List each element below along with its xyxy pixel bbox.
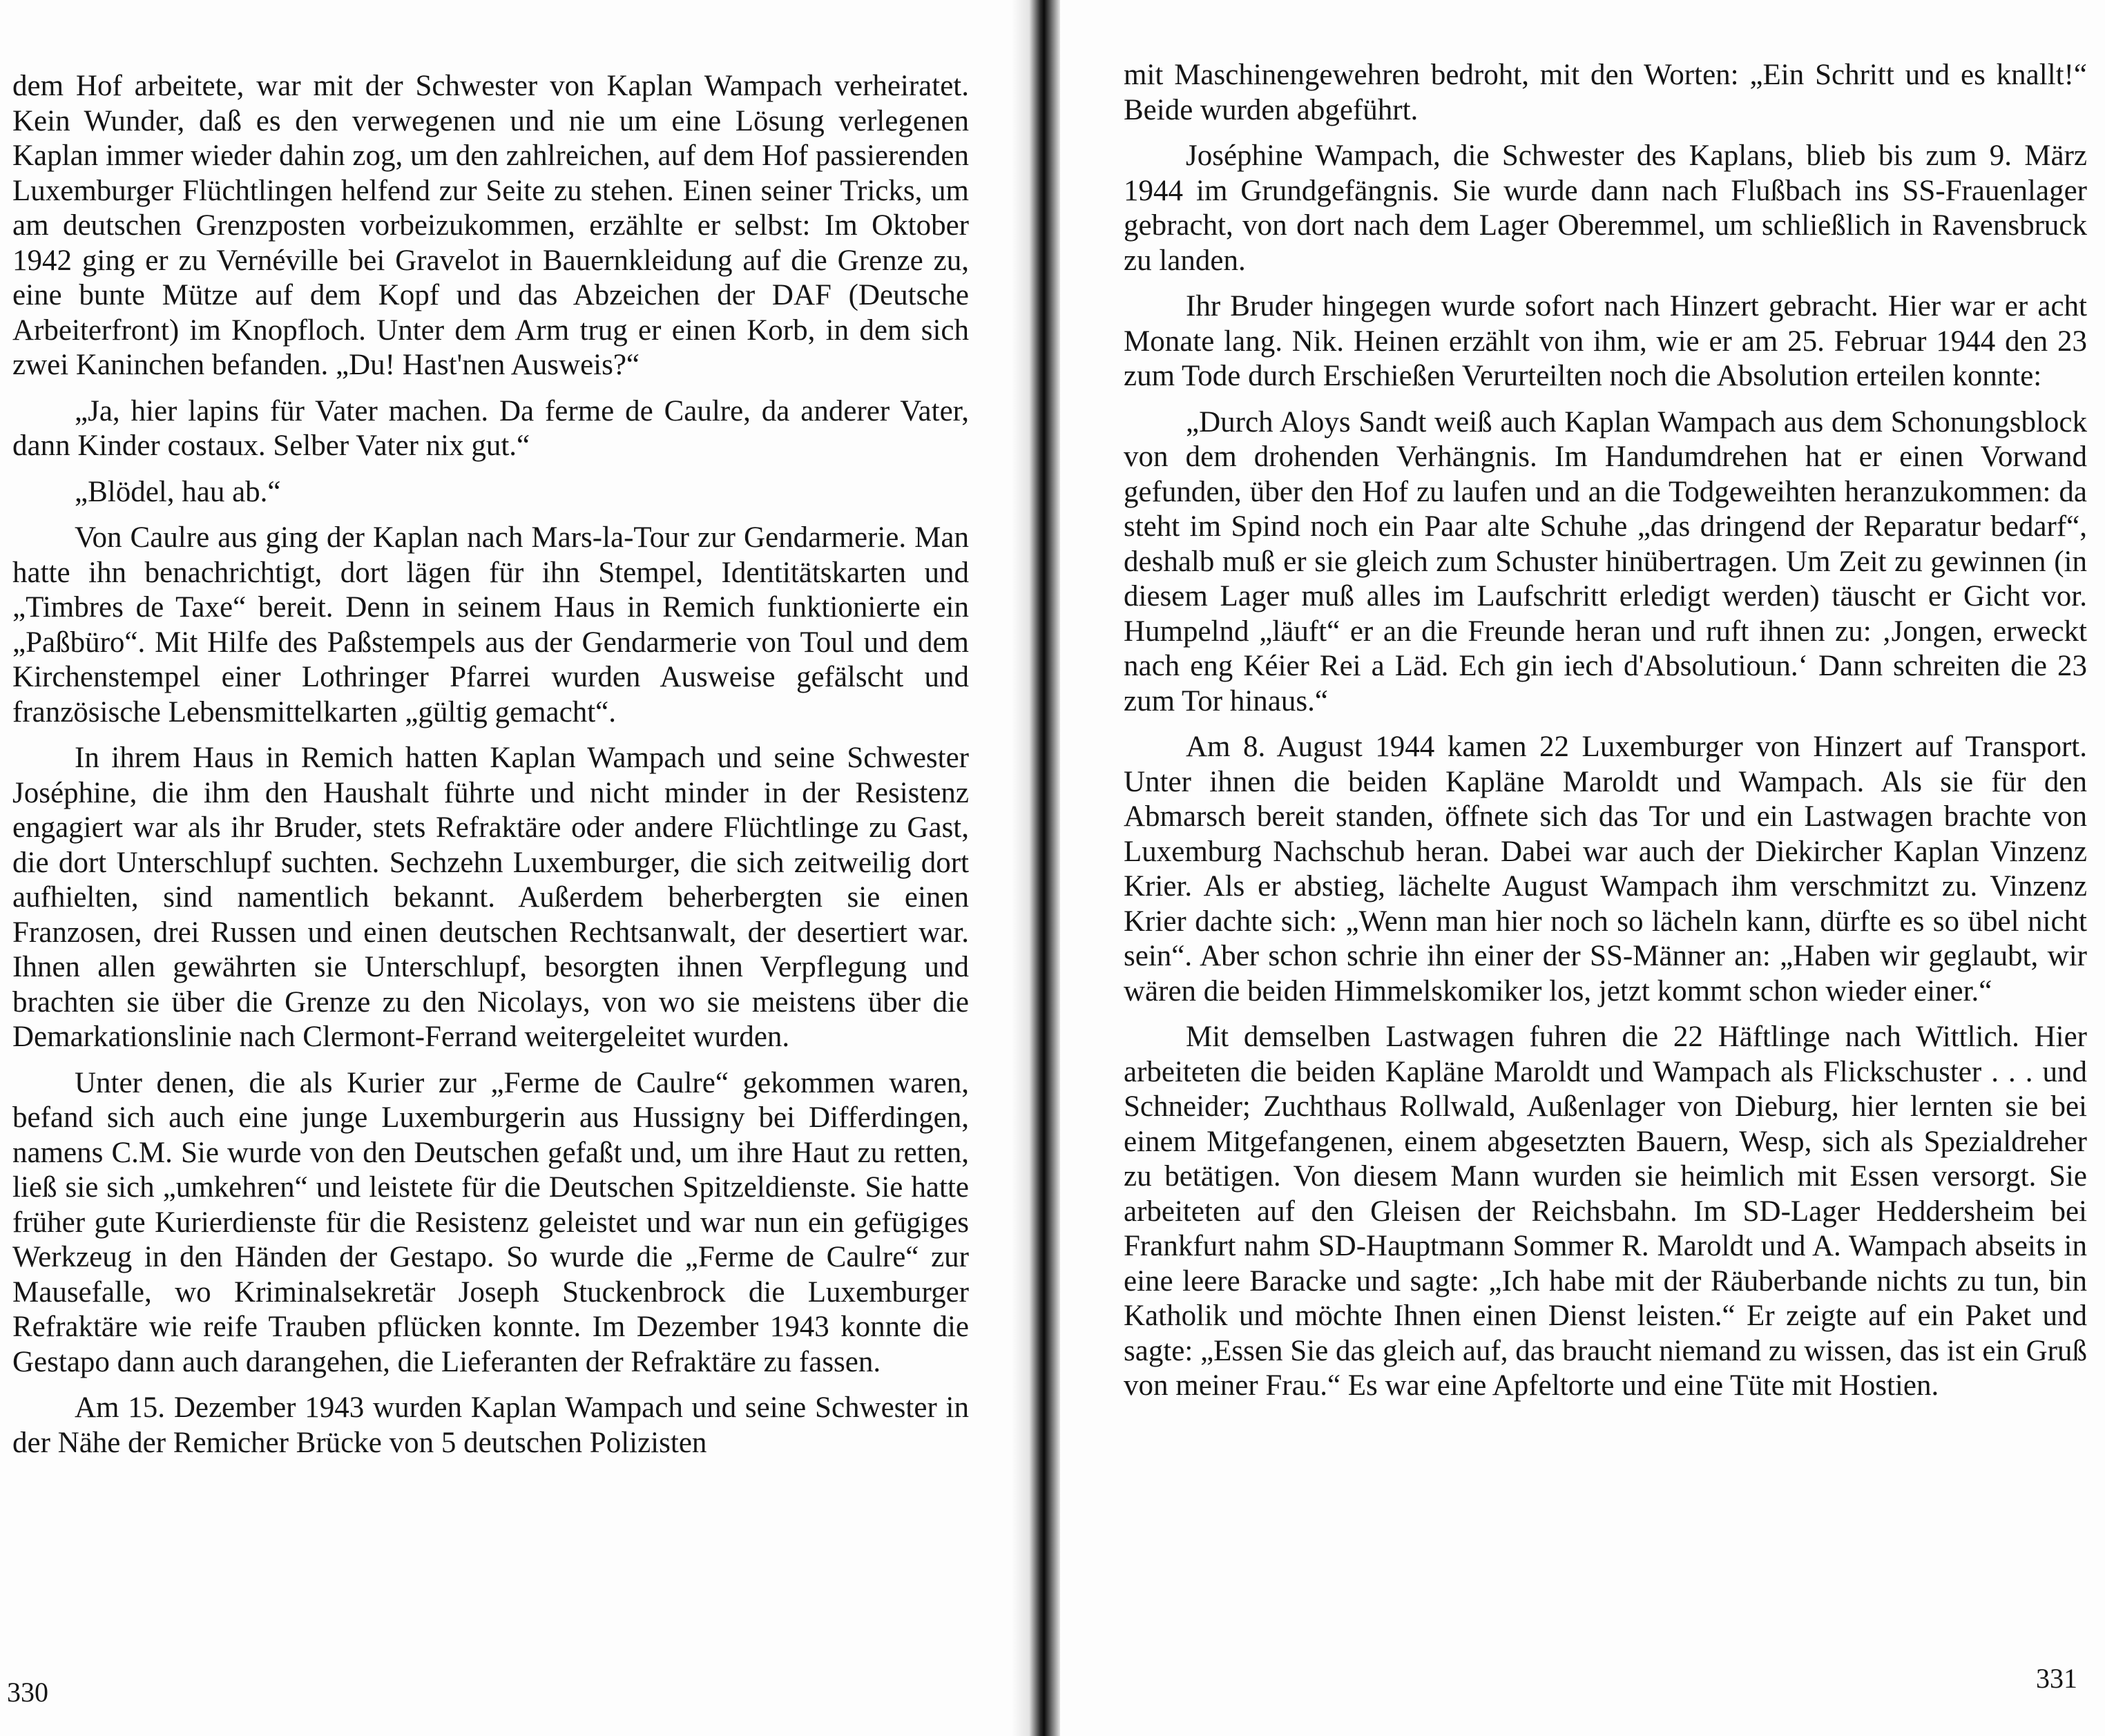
paragraph: Mit demselben Lastwagen fuhren die 22 Häftlinge nach Wittlich. Hier arbeiteten die beiden Kapläne Maroldt und Wampach als Flickschuster . . . und Schneider; Zuchthaus Rollwald, Außenlager von Dieburg, hier lernten sie bei einem Mitgefangenen, einem abgesetzten Bauern, Wesp, sich als Spezialdreher zu betätigen. Von diesem Mann wurden sie heimlich mit Essen versorgt. Sie arbeiteten auf den Gleisen der Reichsbahn. Im SD-Lager Heddersheim bei Frankfurt nahm SD-Hauptmann Sommer R. Maroldt und A. Wampach abseits in eine leere Baracke und sagte: „Ich habe mit der Räuberbande nichts zu tun, bin Katholik und möchte Ihnen einen Dienst leisten.“ Er zeigte auf ein Paket und sagte: „Essen Sie das gleich auf, das braucht niemand zu wissen, das ist ein Gruß von meiner Frau.“ Es war eine Apfeltorte und eine Tüte mit Hostien. bbox=[1124, 1021, 2087, 1402]
paragraph: Unter denen, die als Kurier zur „Ferme de Caulre“ gekommen waren, befand sich auch eine junge Luxemburgerin aus Hussigny bei Differdingen, namens C.M. Sie wurde von den Deutschen gefaßt und, um ihre Haut zu retten, ließ sie sich „umkehren“ und leistete für die Deutschen Spitzeldienste. Sie hatte früher gute Kurierdienste für die Resistenz geleistet und war nun ein gefügiges Werkzeug in den Händen der Gestapo. So wurde die „Ferme de Caulre“ zur Mausefalle, wo Kriminalsekretär Joseph Stuckenbrock die Luxemburger Refraktäre wie reife Trauben pflücken konnte. Im Dezember 1943 konnte die Gestapo dann auch darangehen, die Lieferanten der Refraktäre zu fassen. bbox=[12, 1066, 969, 1378]
paragraph: Joséphine Wampach, die Schwester des Kaplans, blieb bis zum 9. März 1944 im Grundgefängnis. Sie wurde dann nach Flußbach ins SS-Frauenlager gebracht, von dort nach dem Lager Oberemmel, um schließlich in Ravensbruck zu landen. bbox=[1124, 139, 2087, 277]
page-number-left: 330 bbox=[7, 1677, 48, 1708]
page-number-right: 331 bbox=[2036, 1663, 2077, 1694]
paragraph: Ihr Bruder hingegen wurde sofort nach Hinzert gebracht. Hier war er acht Monate lang. Nik. Heinen erzählt von ihm, wie er am 25. Februar 1944 den 23 zum Tode durch Erschießen Verurteilten noch die Absolution erteilen konnte: bbox=[1124, 290, 2087, 392]
paragraph: Am 8. August 1944 kamen 22 Luxemburger von Hinzert auf Transport. Unter ihnen die beiden Kapläne Maroldt und Wampach. Als sie für den Abmarsch bereit standen, öffnete sich das Tor und ein Lastwagen brachte von Luxemburg Nachschub heran. Dabei war auch der Diekircher Kaplan Vinzenz Krier. Als er abstieg, lächelte August Wampach ihm verschmitzt zu. Vinzenz Krier dachte sich: „Wenn man hier noch so lächeln kann, dürfte es so übel nicht sein“. Aber schon schrie ihn einer der SS-Männer an: „Haben wir geglaubt, wir wären die beiden Himmelskomiker los, jetzt kommt schon wieder einer.“ bbox=[1124, 731, 2087, 1007]
paragraph: mit Maschinengewehren bedroht, mit den Worten: „Ein Schritt und es knallt!“ Beide wurden abgeführt. bbox=[1124, 59, 2087, 126]
left-page-text bbox=[12, 69, 969, 1472]
paragraph: Von Caulre aus ging der Kaplan nach Mars-la-Tour zur Gendarmerie. Man hatte ihn benachrichtigt, dort lägen für ihn Stempel, Identitätskarten und „Timbres de Taxe“ bereit. Denn in seinem Haus in Remich funktionierte ein „Paßbüro“. Mit Hilfe des Paßstempels aus der Gendarmerie von Toul und dem Kirchenstempel einer Lothringer Pfarrei wurden Ausweise gefälscht und französische Lebensmittelkarten „gültig gemacht“. bbox=[12, 521, 969, 729]
paragraph: dem Hof arbeitete, war mit der Schwester von Kaplan Wampach verheiratet. Kein Wunder, daß es den verwegenen und nie um eine Lösung verlegenen Kaplan immer wieder dahin zog, um den zahlreichen, auf dem Hof passierenden Luxemburger Flüchtlingen helfend zur Seite zu stehen. Einen seiner Tricks, um am deutschen Grenzposten vorbeizukommen, erzählte er selbst: Im Oktober 1942 ging er zu Vernéville bei Gravelot in Bauernkleidung auf die Grenze zu, eine bunte Mütze auf dem Kopf und das Abzeichen der DAF (Deutsche Arbeiterfront) im Knopfloch. Unter dem Arm trug er einen Korb, in dem sich zwei Kaninchen befanden. „Du! Hast'nen Ausweis?“ bbox=[12, 70, 969, 381]
paragraph: In ihrem Haus in Remich hatten Kaplan Wampach und seine Schwester Joséphine, die ihm den Haushalt führte und nicht minder in der Resistenz engagiert war als ihr Bruder, stets Refraktäre oder andere Flüchtlinge zu Gast, die dort Unterschlupf suchten. Sechzehn Luxemburger, die sich zeitweilig dort aufhielten, sind namentlich bekannt. Außerdem beherbergten sie einen Franzosen, drei Russen und einen deutschen Rechtsanwalt, der desertiert war. Ihnen allen gewährten sie Unterschlupf, besorgten ihnen Verpflegung und brachten sie über die Grenze zu den Nicolays, von wo sie meistens über die Demarkationslinie nach Clermont-Ferrand weitergeleitet wurden. bbox=[12, 742, 969, 1053]
right-page-text bbox=[1124, 58, 2087, 1415]
paragraph: Am 15. Dezember 1943 wurden Kaplan Wampach und seine Schwester in der Nähe der Remicher Brücke von 5 deutschen Polizisten bbox=[12, 1391, 969, 1459]
paragraph: „Durch Aloys Sandt weiß auch Kaplan Wampach aus dem Schonungsblock von dem drohenden Verhängnis. Im Handumdrehen hat er einen Vorwand gefunden, über den Hof zu laufen und an die Todgeweihten heranzukommen: da steht im Spind noch ein Paar alte Schuhe „das dringend der Reparatur bedarf“, deshalb muß er sie gleich zum Schuster hinübertragen. Um Zeit zu gewinnen (in diesem Lager muß alles im Laufschritt erledigt werden) täuscht er Gicht vor. Humpelnd „läuft“ er an die Freunde heran und ruft ihnen zu: ‚Jongen, erweckt nach eng Kéier Rei a Läd. Ech gin iech d'Absolutioun.‘ Dann schreiten die 23 zum Tor hinaus.“ bbox=[1124, 405, 2087, 717]
paragraph: „Blödel, hau ab.“ bbox=[75, 475, 281, 508]
left-page bbox=[0, 0, 1039, 1736]
paragraph: „Ja, hier lapins für Vater machen. Da ferme de Caulre, da anderer Vater, dann Kinder costaux. Selber Vater nix gut.“ bbox=[12, 394, 969, 462]
right-page bbox=[1060, 0, 2105, 1736]
